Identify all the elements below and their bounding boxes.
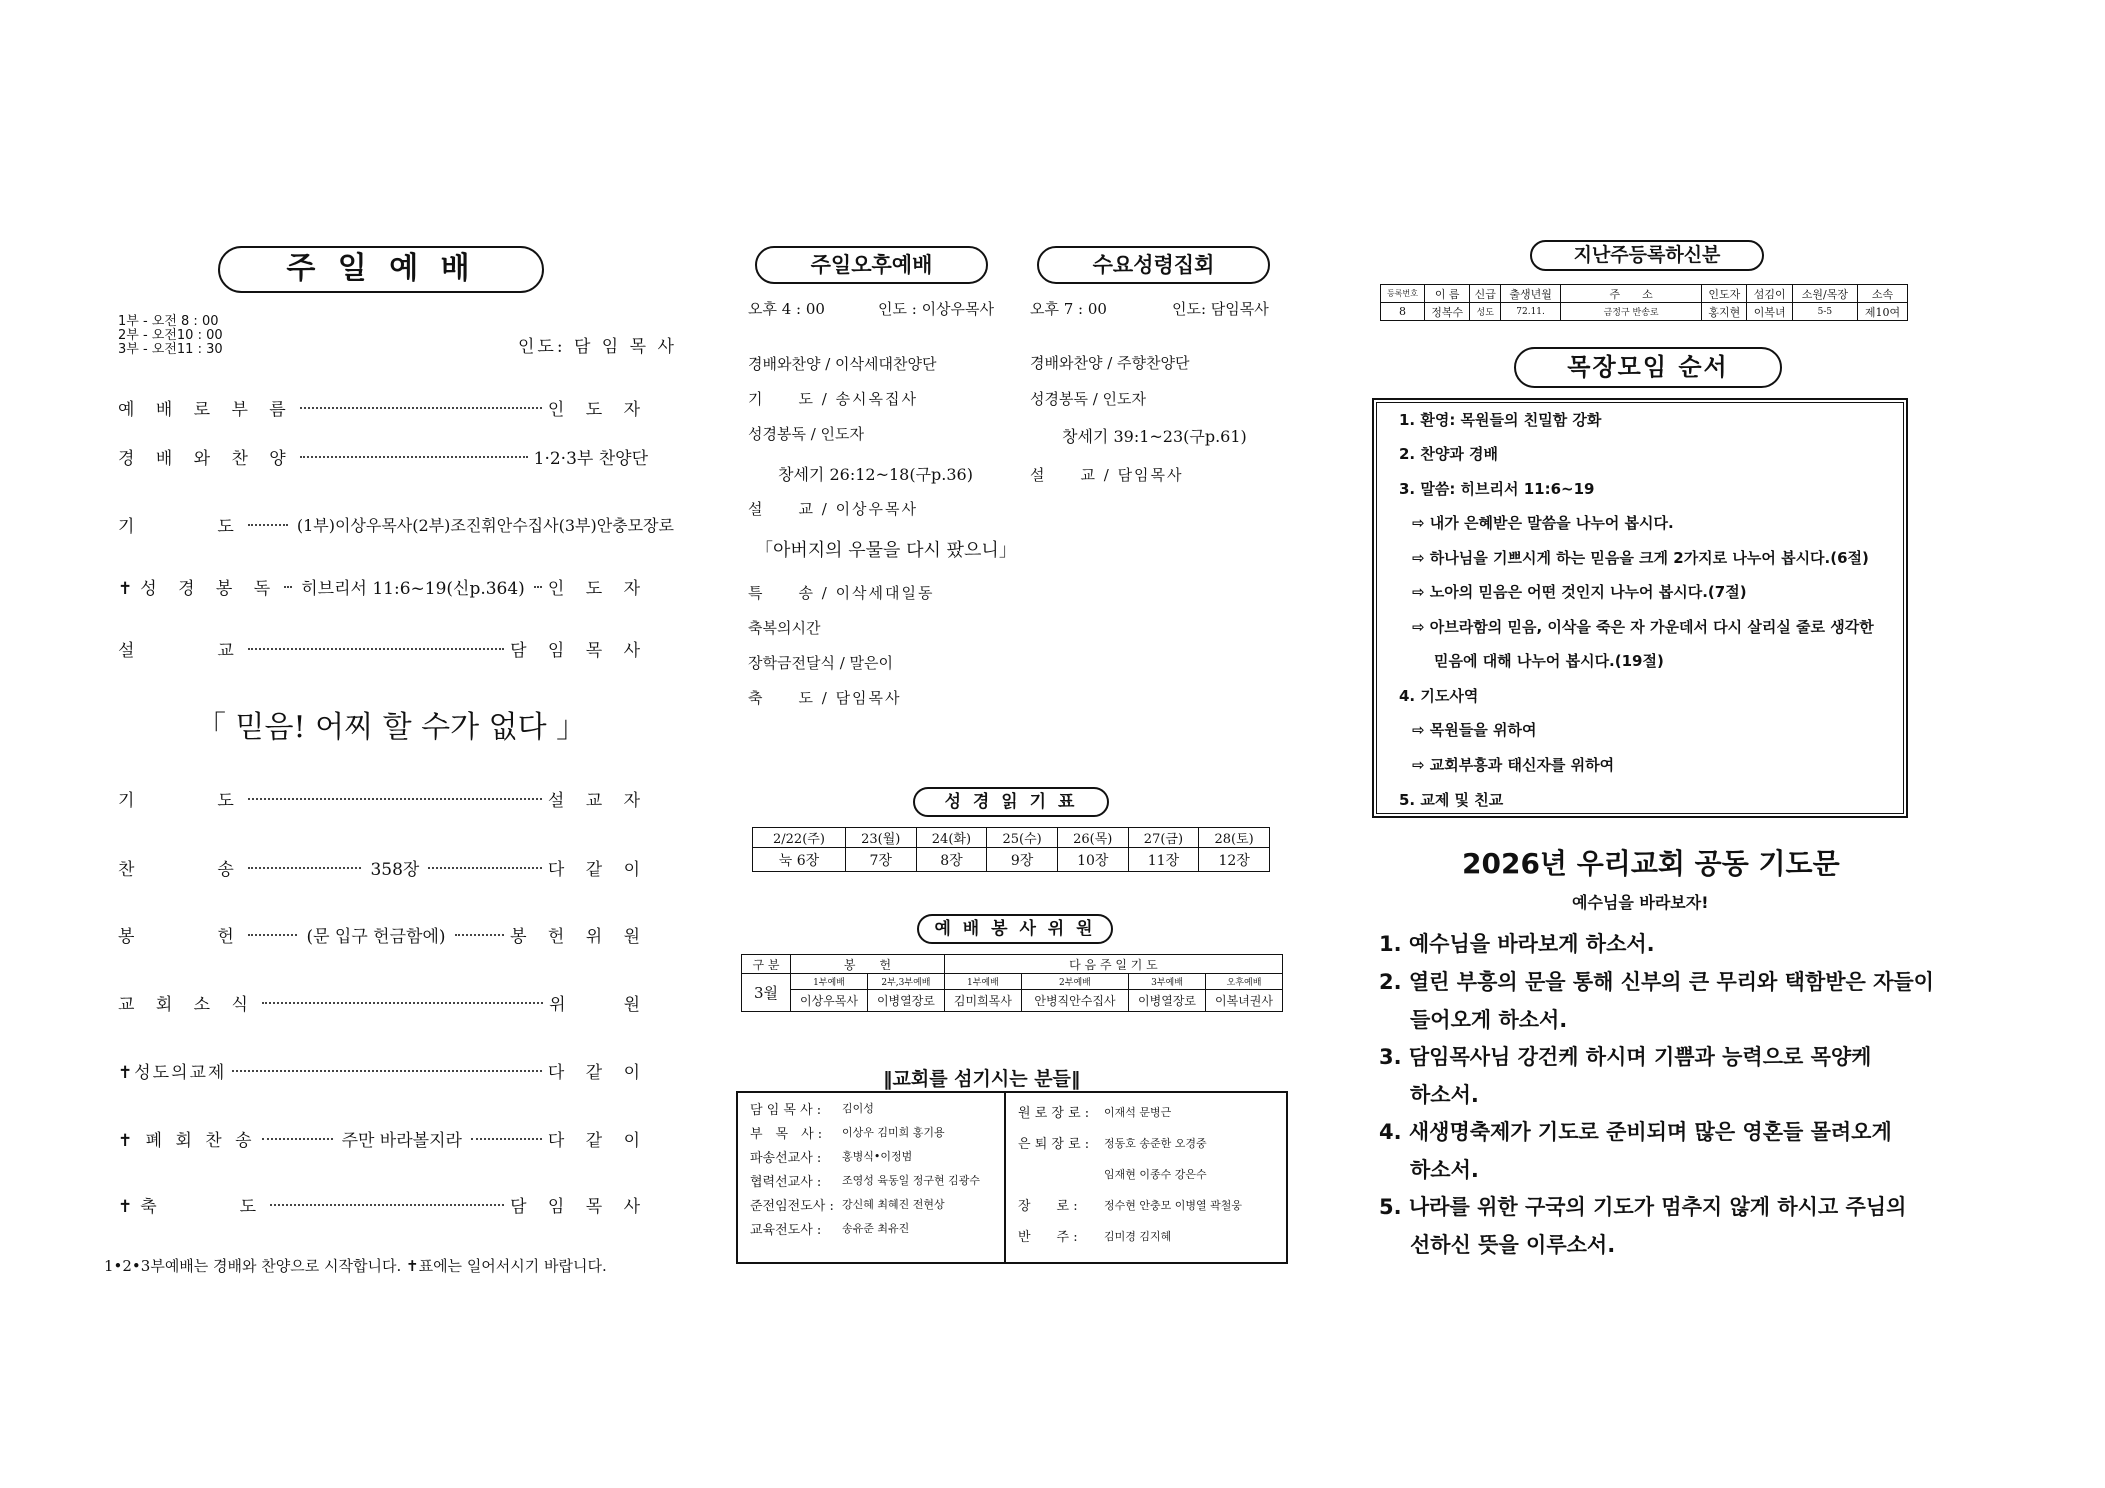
sunday-leader: 인도: 담 임 목 사 (518, 337, 677, 357)
servant-role: 장 로 : (1018, 1199, 1078, 1214)
leader-dots (300, 456, 528, 458)
afternoon-item: 경배와찬양 / 이삭세대찬양단 (748, 355, 937, 373)
servant-names: 임재현 이종수 강은수 (1104, 1167, 1207, 1181)
cell-meeting-title: 목장모임 순서 (1514, 347, 1782, 388)
order-label: 교 회 소 식 (118, 995, 256, 1015)
newcomer-cell: 성도 (1470, 303, 1501, 321)
cell-line: 5. 교제 및 친교 (1399, 791, 1504, 809)
prayer-line: 들어오게 하소서. (1410, 1008, 1568, 1032)
prayer-line: 4. 새생명축제가 기도로 준비되며 많은 영혼들 몰려오게 (1379, 1120, 1892, 1144)
order-row-prayer2 (118, 786, 648, 811)
reading-chapter: 8장 (916, 848, 987, 872)
order-label: 예 배 로 부 름 (118, 400, 294, 420)
order-row-sermon (118, 636, 648, 661)
servant-names: 이재석 문병근 (1104, 1105, 1172, 1119)
afternoon-item: 축 도 / 담임목사 (748, 689, 902, 707)
newcomers-title: 지난주등록하신분 (1530, 240, 1764, 271)
leader-dots (455, 934, 505, 936)
leader-dots (270, 1204, 504, 1206)
cell-line: ⇨ 목원들을 위하여 (1412, 721, 1537, 739)
sunday-worship-title: 주 일 예 배 (218, 246, 544, 293)
servant-names: 강신혜 최혜진 전현상 (842, 1198, 945, 1211)
order-label: ✝축 도 (118, 1197, 265, 1217)
newcomer-head: 인도자 (1702, 285, 1747, 303)
leader-dots (428, 867, 542, 869)
leader-dots (248, 648, 504, 650)
reading-title: 성 경 읽 기 표 (913, 787, 1109, 817)
newcomer-head: 출생년월 (1501, 285, 1561, 303)
reading-chapter: 12장 (1199, 848, 1270, 872)
cell-line: ⇨ 노아의 믿음은 어떤 것인지 나누어 봅시다.(7절) (1412, 583, 1747, 601)
servant-names: 이상우 김미희 홍기용 (842, 1126, 945, 1139)
committee-title: 예 배 봉 사 위 원 (917, 914, 1113, 944)
servant-role: 담 임 목 사 : (750, 1102, 822, 1118)
newcomers-table (1380, 284, 1908, 321)
order-person: 설 교 자 (547, 791, 648, 811)
leader-dots (471, 1138, 542, 1140)
order-person: 담 임 목 사 (510, 1197, 648, 1217)
newcomer-cell: 이복녀 (1747, 303, 1792, 321)
committee-sub: 2부,3부예배 (867, 974, 944, 990)
servant-role: 협력선교사 : (750, 1174, 822, 1190)
order-label: ✝성도의교제 (118, 1063, 227, 1083)
leader-dots (232, 1070, 542, 1072)
order-detail: (1부)이상우목사(2부)조진휘안수집사(3부)안충모장로 (294, 513, 677, 536)
service-time-1: 1부 - 오전 8 : 00 (118, 314, 219, 329)
newcomer-head: 이 름 (1425, 285, 1470, 303)
order-person: 인 도 자 (547, 400, 648, 420)
servant-role: 반 주 : (1018, 1230, 1078, 1245)
prayer-line: 2. 열린 부흥의 문을 통해 신부의 큰 무리와 택함받은 자들이 (1379, 970, 1934, 994)
servant-role (1008, 1158, 1104, 1189)
wednesday-item: 창세기 39:1~23(구p.61) (1062, 427, 1247, 446)
order-person: 담 임 목 사 (510, 641, 648, 661)
reading-day: 26(목) (1057, 828, 1128, 848)
wednesday-worship-title: 수요성령집회 (1037, 246, 1270, 284)
cell-line: ⇨ 내가 은혜받은 말씀을 나누어 봅시다. (1412, 514, 1674, 532)
prayer-line: 하소서. (1410, 1083, 1479, 1107)
wednesday-item: 경배와찬양 / 주향찬양단 (1030, 354, 1190, 372)
committee-month: 3월 (742, 974, 791, 1012)
order-person: 1·2·3부 찬양단 (533, 449, 648, 469)
servant-names: 조영성 육동일 정구현 김광수 (842, 1174, 981, 1187)
servant-role: 원 로 장 로 : (1018, 1106, 1090, 1121)
cell-line: 1. 환영: 목원들의 친밀함 강화 (1399, 411, 1602, 429)
servant-names: 정수현 안충모 이병열 곽철웅 (1104, 1198, 1243, 1212)
reading-chapter: 11장 (1128, 848, 1199, 872)
committee-name: 이상우목사 (791, 990, 868, 1012)
order-person: 다 같 이 (547, 860, 648, 880)
afternoon-item: 장학금전달식 / 말은이 (748, 654, 894, 672)
committee-head: 다 음 주 일 기 도 (944, 955, 1282, 974)
order-label: ✝ 폐 회 찬 송 (118, 1131, 256, 1151)
order-row-prayer (118, 512, 674, 537)
reading-chapter: 9장 (987, 848, 1058, 872)
newcomer-cell: 홍지현 (1702, 303, 1747, 321)
newcomer-head: 소속 (1857, 285, 1907, 303)
order-person: 인 도 자 (547, 579, 648, 599)
order-person: 다 같 이 (547, 1131, 648, 1151)
reading-chapter: 눅 6장 (753, 848, 846, 872)
cell-line: ⇨ 하나님을 기쁘시게 하는 믿음을 크게 2가지로 나누어 봅시다.(6절) (1412, 549, 1869, 567)
newcomer-head: 주 소 (1561, 285, 1702, 303)
leader-dots (248, 867, 362, 869)
order-detail: (문 입구 헌금함에) (303, 922, 448, 947)
committee-sub: 3부예배 (1129, 974, 1206, 990)
newcomer-cell: 제10여 (1857, 303, 1907, 321)
prayer-line: 1. 예수님을 바라보게 하소서. (1379, 932, 1655, 956)
order-label: 설 교 (118, 641, 242, 661)
afternoon-item: 기 도 / 송시옥집사 (748, 390, 919, 408)
leader-dots (262, 1138, 333, 1140)
servants-left-table (740, 1096, 1002, 1240)
servant-names: 김이성 (842, 1102, 874, 1115)
committee-name: 김미희목사 (944, 990, 1021, 1012)
reading-day: 28(토) (1199, 828, 1270, 848)
order-person: 위 원 (549, 995, 648, 1015)
committee-name: 이병열장로 (867, 990, 944, 1012)
order-detail: 주만 바라볼지라 (339, 1126, 465, 1151)
afternoon-item: 설 교 / 이상우목사 (748, 500, 919, 518)
committee-head: 구 분 (742, 955, 791, 974)
newcomer-head: 신급 (1470, 285, 1501, 303)
service-time-2: 2부 - 오전10 : 00 (118, 328, 223, 343)
committee-sub: 2부예배 (1021, 974, 1128, 990)
leader-dots (248, 524, 288, 526)
afternoon-time: 오후 4 : 00 (748, 300, 825, 318)
reading-day: 2/22(주) (753, 828, 846, 848)
order-label: 기 도 (118, 791, 242, 811)
prayer-subtitle: 예수님을 바라보자! (1572, 893, 1709, 912)
order-label: 찬 송 (118, 860, 242, 880)
reading-day: 23(월) (845, 828, 916, 848)
order-row-fellowship (118, 1058, 648, 1083)
newcomer-cell: 정복수 (1425, 303, 1470, 321)
leader-dots (248, 934, 298, 936)
afternoon-item: 성경봉독 / 인도자 (748, 425, 865, 443)
order-row-benediction (118, 1192, 648, 1217)
reading-chapter: 10장 (1057, 848, 1128, 872)
committee-name: 이복녀권사 (1206, 990, 1283, 1012)
servants-right-table (1008, 1096, 1286, 1251)
servant-role: 준전임전도사 : (750, 1198, 834, 1214)
servant-role: 은 퇴 장 로 : (1018, 1137, 1090, 1152)
cell-line: 3. 말씀: 히브리서 11:6~19 (1399, 480, 1595, 498)
cell-line: 믿음에 대해 나누어 봅시다.(19절) (1434, 652, 1664, 670)
order-label: 경 배 와 찬 양 (118, 449, 294, 469)
order-label: ✝성 경 봉 독 (118, 579, 279, 599)
reading-day: 25(수) (987, 828, 1058, 848)
service-time-3: 3부 - 오전11 : 30 (118, 342, 223, 357)
order-detail: 히브리서 11:6~19(신p.364) (298, 574, 528, 599)
afternoon-item: 축복의시간 (748, 619, 821, 637)
prayer-line: 5. 나라를 위한 구국의 기도가 멈추지 않게 하시고 주님의 (1379, 1195, 1907, 1219)
order-row-news (118, 990, 648, 1015)
servant-names: 홍병식•이정범 (842, 1150, 913, 1163)
reading-table (752, 827, 1270, 872)
committee-head: 봉 헌 (791, 955, 945, 974)
newcomer-head: 등록번호 (1381, 285, 1425, 303)
wednesday-leader: 인도: 담임목사 (1172, 300, 1269, 318)
committee-sub: 오후예배 (1206, 974, 1283, 990)
wednesday-item: 성경봉독 / 인도자 (1030, 390, 1147, 408)
newcomer-cell: 8 (1381, 303, 1425, 321)
order-person: 봉 헌 위 원 (510, 927, 649, 947)
cell-line: ⇨ 교회부흥과 태신자를 위하여 (1412, 756, 1615, 774)
reading-chapter: 7장 (845, 848, 916, 872)
leader-dots (284, 586, 292, 588)
prayer-title: 2026년 우리교회 공동 기도문 (1462, 847, 1840, 880)
committee-name: 안병직안수집사 (1021, 990, 1128, 1012)
order-detail: 358장 (367, 855, 422, 880)
reading-day: 24(화) (916, 828, 987, 848)
order-label: 봉 헌 (118, 927, 242, 947)
afternoon-sermon-title: 「아버지의 우물을 다시 팠으니」 (755, 540, 1017, 561)
leader-dots (262, 1002, 543, 1004)
reading-day: 27(금) (1128, 828, 1199, 848)
leader-dots (300, 407, 542, 409)
afternoon-leader: 인도 : 이상우목사 (878, 300, 995, 318)
leader-dots (248, 798, 542, 800)
newcomer-cell: 72.11. (1501, 303, 1561, 321)
prayer-line: 하소서. (1410, 1158, 1479, 1182)
order-row-closing-hymn (118, 1126, 648, 1151)
wednesday-time: 오후 7 : 00 (1030, 300, 1107, 318)
newcomer-head: 섬김이 (1747, 285, 1792, 303)
leader-dots (534, 586, 542, 588)
wednesday-item: 설 교 / 담임목사 (1030, 466, 1184, 484)
cell-line: 4. 기도사역 (1399, 687, 1479, 705)
newcomer-head: 소원/목장 (1792, 285, 1857, 303)
servants-divider (1004, 1091, 1006, 1264)
afternoon-item: 특 송 / 이삭세대일동 (748, 584, 935, 602)
sunday-note: 1•2•3부예배는 경배와 찬양으로 시작합니다. ✝표에는 일어서시기 바랍니다. (104, 1257, 607, 1275)
servant-role: 교육전도사 : (750, 1222, 822, 1238)
newcomer-cell: 금정구 반송로 (1561, 303, 1702, 321)
sermon-title: 「 믿음! 어찌 할 수가 없다 」 (196, 710, 587, 745)
order-row-reading (118, 574, 648, 599)
cell-line: ⇨ 아브라함의 믿음, 이삭을 죽은 자 가운데서 다시 살리실 줄로 생각한 (1412, 618, 1874, 636)
order-label: 기 도 (118, 517, 242, 537)
order-person: 다 같 이 (547, 1063, 648, 1083)
servant-names: 정동호 송준한 오경중 (1104, 1136, 1207, 1150)
order-row-praise (118, 444, 648, 469)
afternoon-item: 창세기 26:12~18(구p.36) (778, 465, 973, 484)
afternoon-worship-title: 주일오후예배 (755, 246, 988, 284)
servants-title: ‖교회를 섬기시는 분들‖ (883, 1068, 1081, 1090)
order-row-hymn (118, 855, 648, 880)
committee-name: 이병열장로 (1129, 990, 1206, 1012)
committee-sub: 1부예배 (944, 974, 1021, 990)
servant-names: 송유준 최유진 (842, 1222, 910, 1235)
committee-sub: 1부예배 (791, 974, 868, 990)
order-row-offering (118, 922, 648, 947)
order-row-call (118, 395, 648, 420)
prayer-line: 선하신 뜻을 이루소서. (1410, 1233, 1616, 1257)
committee-table (741, 954, 1283, 1012)
servant-names: 김미경 김지혜 (1104, 1229, 1172, 1243)
servant-role: 파송선교사 : (750, 1150, 822, 1166)
newcomer-cell: 5-5 (1792, 303, 1857, 321)
servant-role: 부 목 사 : (750, 1126, 823, 1142)
cell-line: 2. 찬양과 경배 (1399, 445, 1499, 463)
prayer-line: 3. 담임목사님 강건케 하시며 기쁨과 능력으로 목양케 (1379, 1045, 1872, 1069)
